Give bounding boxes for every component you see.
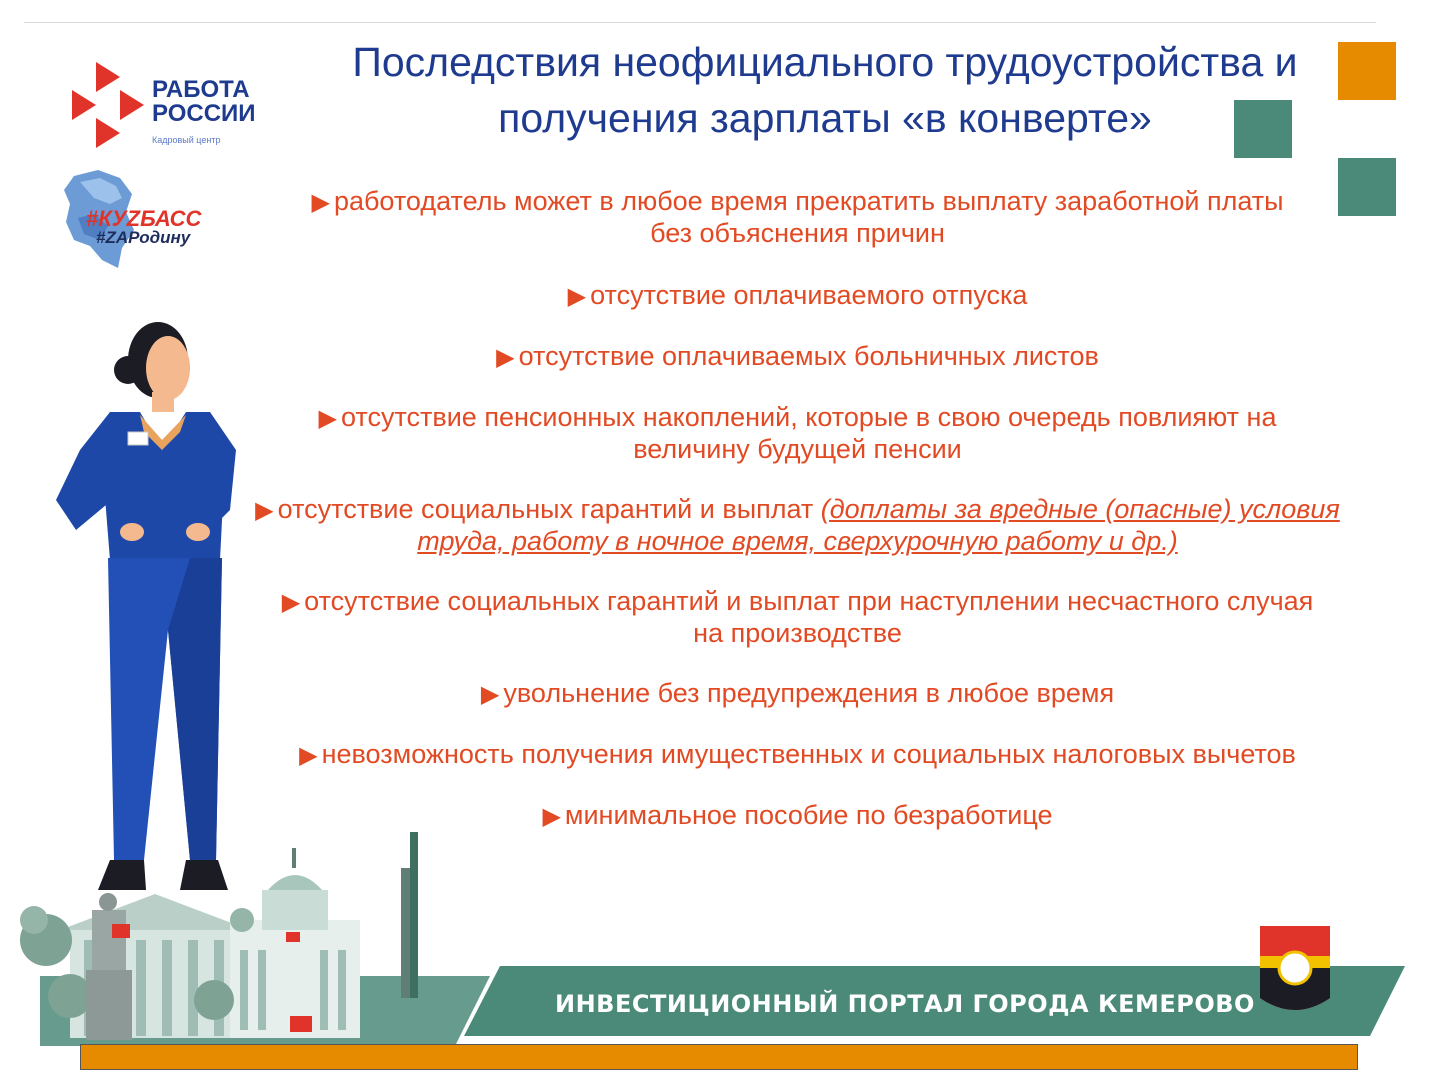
- bullet-marker-icon: ▶: [496, 344, 515, 371]
- page-title: [290, 34, 1360, 146]
- item-note: (доплаты за вредные (опасные) условия труда, работу в ночное время, сверхурочную работу и др.): [417, 494, 1340, 556]
- item-text: на производстве: [693, 618, 902, 648]
- rabota-line2: РОССИИ: [152, 100, 256, 127]
- list-item: [225, 739, 1370, 771]
- bullet-marker-icon: ▶: [318, 405, 337, 432]
- title-line-1: Последствия неофициального трудоустройства и: [352, 39, 1298, 85]
- footer-orange-bar: [80, 1044, 1358, 1070]
- bullet-marker-icon: ▶: [299, 742, 318, 769]
- bullet-marker-icon: ▶: [567, 283, 587, 310]
- title-line-2: получения зарплаты «в конверте»: [498, 95, 1152, 141]
- rabota-line1: РАБОТА: [152, 76, 250, 103]
- city-footer-illustration: [0, 820, 1440, 1080]
- item-text: невозможность получения имущественных и социальных налоговых вычетов: [321, 739, 1296, 769]
- bullet-marker-icon: ▶: [542, 803, 561, 830]
- list-item: [225, 402, 1370, 465]
- item-text: отсутствие пенсионных накоплений, которые в свою очередь повлияют на: [340, 402, 1277, 432]
- list-item: [225, 280, 1370, 312]
- kuzbass-hashtag: #КУZБАСС: [86, 206, 202, 231]
- teal-square: [1234, 100, 1292, 158]
- item-text: величину будущей пенсии: [633, 434, 962, 464]
- bullet-marker-icon: ▶: [255, 497, 274, 524]
- list-item: [225, 586, 1370, 649]
- rabota-rossii-wordmark: [152, 78, 256, 126]
- kuzbass-logo: [60, 168, 240, 272]
- list-item: [225, 186, 1370, 249]
- rabota-subtitle: Кадровый центр: [152, 135, 221, 145]
- list-item: [225, 678, 1370, 710]
- woman-illustration: [40, 300, 270, 910]
- item-text: отсутствие оплачиваемого отпуска: [590, 280, 1028, 310]
- item-text: без объяснения причин: [650, 218, 945, 248]
- item-text: отсутствие оплачиваемых больничных листов: [518, 341, 1099, 371]
- arrows-logo-icon: [68, 60, 158, 155]
- item-text: отсутствие социальных гарантий и выплат при наступлении несчастного случая: [304, 586, 1314, 616]
- list-item: [225, 341, 1370, 373]
- list-item: [225, 494, 1370, 557]
- top-divider: [24, 22, 1376, 23]
- rabota-rossii-logo: [68, 60, 268, 155]
- investment-portal-label: ИНВЕСТИЦИОННЫЙ ПОРТАЛ ГОРОДА КЕМЕРОВО: [555, 990, 1255, 1018]
- zarodinu-hashtag: #ZAРодину: [96, 228, 191, 247]
- item-text: работодатель может в любое время прекратить выплату заработной платы: [333, 186, 1284, 216]
- item-text: увольнение без предупреждения в любое время: [503, 678, 1115, 708]
- item-text: отсутствие социальных гарантий и выплат: [277, 494, 821, 524]
- bullet-marker-icon: ▶: [311, 189, 330, 216]
- bullet-marker-icon: ▶: [480, 681, 500, 708]
- orange-square: [1338, 42, 1396, 100]
- item-text: минимальное пособие по безработице: [564, 800, 1053, 830]
- bullet-marker-icon: ▶: [281, 589, 301, 616]
